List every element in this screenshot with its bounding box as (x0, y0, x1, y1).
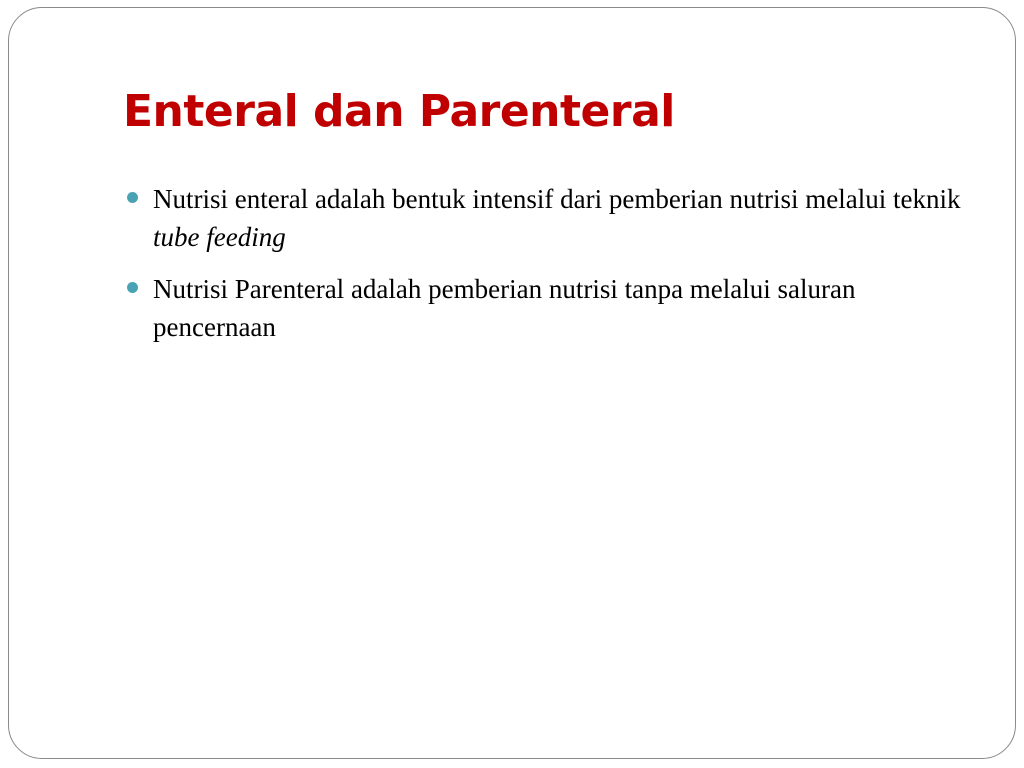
bullet-text: Nutrisi enteral adalah bentuk intensif dari pemberian nutrisi melalui teknik (153, 184, 961, 214)
bullet-text: Nutrisi Parenteral adalah pemberian nutrisi tanpa melalui saluran pencernaan (153, 274, 856, 342)
slide-title: Enteral dan Parenteral (123, 86, 675, 137)
bullet-list (125, 180, 965, 360)
slide-frame (8, 7, 1016, 759)
bullet-item-parenteral (125, 270, 965, 346)
bullet-italic-term: tube feeding (153, 222, 286, 252)
bullet-item-enteral (125, 180, 965, 256)
bullet-dot-icon (127, 282, 138, 293)
bullet-dot-icon (127, 192, 138, 203)
